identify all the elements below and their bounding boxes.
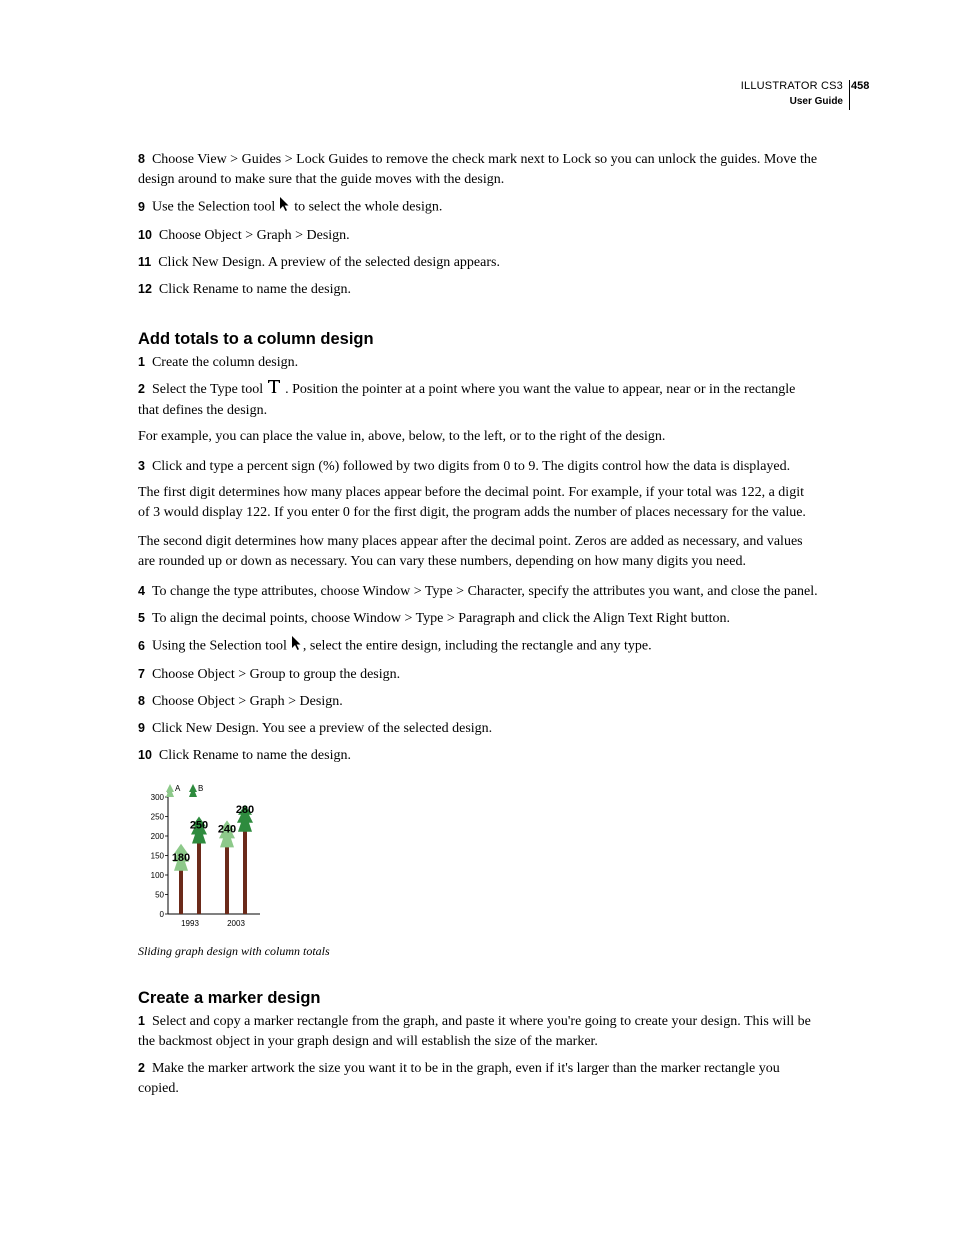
s1-step-7: 7 Choose Object > Group to group the design.	[138, 667, 401, 682]
s1-second-digit: The second digit determines how many places appear after the decimal point. Zeros are added as necessary, and values are rounded up or down as necessary. You can vary these numbers, depending on how many digits you need.	[138, 534, 803, 569]
s1-step-1: 1 Create the column design.	[138, 355, 299, 370]
y-tick-label: 150	[150, 851, 164, 861]
product-name: ILLUSTRATOR CS3	[740, 80, 843, 92]
x-tick-label: 1993	[181, 919, 199, 928]
s1-first-digit: The first digit determines how many places appear before the decimal point. For example, if your total was 122, a digit of 3 would display 122. If you enter 0 for the first digit, the program adds the number of places necessary for the value.	[138, 485, 806, 520]
legend-label-B: B	[198, 784, 204, 793]
legend-label-A: A	[175, 784, 181, 793]
s2-step-1: 1 Select and copy a marker rectangle from the graph, and paste it where you're going to create your design. This will be the backmost object in your graph design and will establish the size of the marker.	[138, 1014, 811, 1049]
s1-step-10: 10 Click Rename to name the design.	[138, 748, 351, 763]
s1-example: For example, you can place the value in, above, below, to the left, or to the right of the design.	[138, 429, 666, 444]
y-tick-label: 250	[150, 812, 164, 822]
step-8: 8 Choose View > Guides > Lock Guides to remove the check mark next to Lock so you can unlock the guides. Move the design around to make sure that the guide moves with the design.	[138, 152, 818, 187]
figure-caption: Sliding graph design with column totals	[138, 944, 330, 958]
s1-step-2: 2 Select the Type tool . Position the pointer at a point where you want the value to appear, near or in the rectangle that defines the design.	[138, 379, 818, 421]
step-12: 12 Click Rename to name the design.	[138, 282, 351, 297]
data-label: 180	[171, 851, 191, 864]
s1-step-5: 5 To align the decimal points, choose Window > Type > Paragraph and click the Align Text Right button.	[138, 611, 730, 626]
data-label: 250	[189, 819, 209, 832]
section-heading-add-totals: Add totals to a column design	[138, 330, 374, 348]
s2-step-2: 2 Make the marker artwork the size you want it to be in the graph, even if it's larger than the marker rectangle you copied.	[138, 1061, 780, 1096]
guide-name: User Guide	[789, 96, 843, 107]
y-tick-label: 100	[150, 871, 164, 880]
type-tool-icon	[267, 379, 281, 401]
y-tick-label: 50	[155, 890, 164, 900]
y-tick-label: 0	[159, 910, 164, 919]
y-tick-label: 300	[150, 793, 164, 802]
s1-step-8: 8 Choose Object > Graph > Design.	[138, 694, 343, 709]
data-label: 240	[217, 823, 237, 836]
selection-tool-icon	[291, 635, 302, 658]
header-rule	[849, 80, 850, 110]
y-tick-label: 200	[150, 832, 164, 841]
page-content	[138, 149, 818, 1105]
tree-column-chart	[138, 780, 338, 940]
step-9: 9 Use the Selection tool to select the whole design.	[138, 196, 818, 219]
selection-tool-icon	[279, 196, 290, 219]
page-number: 458	[851, 80, 870, 92]
s1-step-9: 9 Click New Design. You see a preview of the selected design.	[138, 721, 493, 736]
step-11: 11 Click New Design. A preview of the selected design appears.	[138, 255, 500, 270]
s1-step-4: 4 To change the type attributes, choose Window > Type > Character, specify the attributes you want, and close the panel.	[138, 584, 818, 599]
sliding-graph-figure	[138, 780, 338, 940]
x-tick-label: 2003	[227, 919, 245, 928]
s1-step-3: 3 Click and type a percent sign (%) followed by two digits from 0 to 9. The digits control how the data is displayed.	[138, 459, 791, 474]
legend-marker-B	[189, 784, 197, 797]
section-heading-marker-design: Create a marker design	[138, 989, 321, 1007]
data-label: 280	[235, 803, 255, 816]
s1-step-6: 6 Using the Selection tool , select the entire design, including the rectangle and any type.	[138, 635, 818, 658]
legend-marker-A	[166, 784, 174, 797]
step-10: 10 Choose Object > Graph > Design.	[138, 228, 350, 243]
